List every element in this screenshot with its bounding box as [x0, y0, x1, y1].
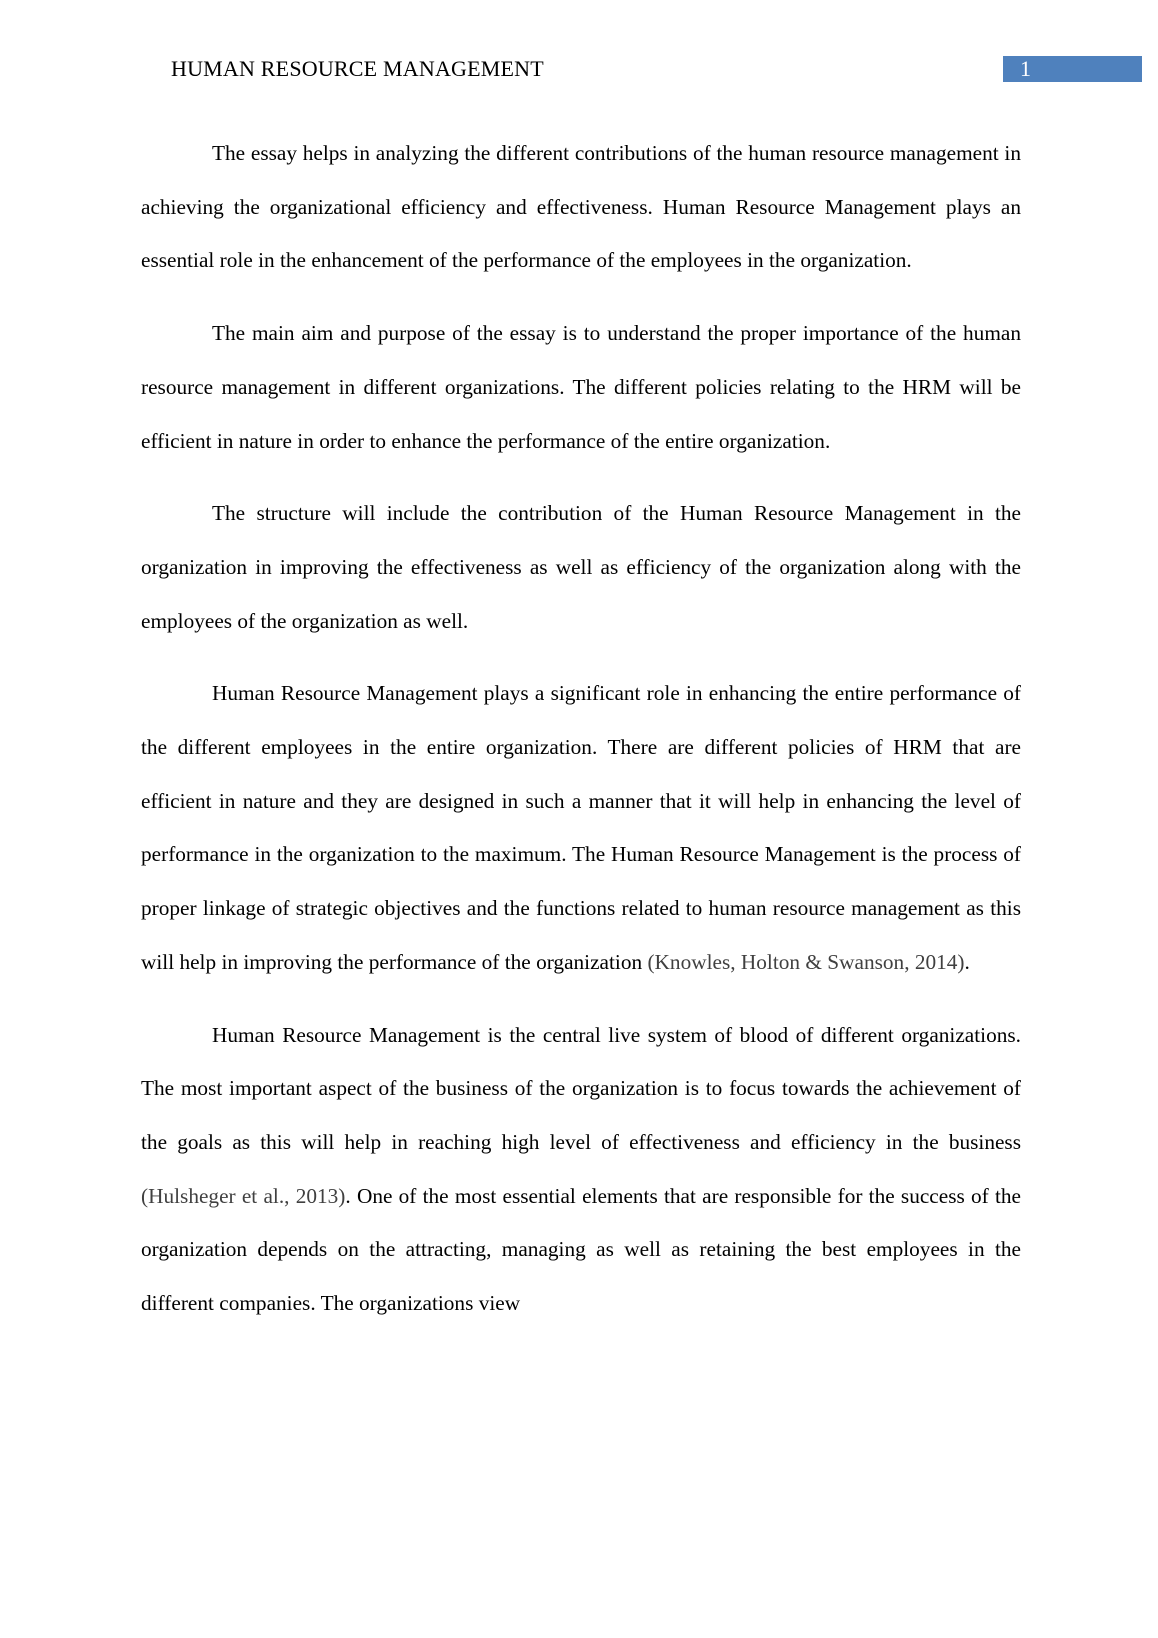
paragraph-text-end: . [964, 949, 970, 974]
paragraph-4 [141, 667, 1021, 989]
paragraph-2 [141, 307, 1021, 468]
paragraph-text: Human Resource Management plays a significant role in enhancing the entire performance of the different employees in the entire organization. There are different policies of HRM that are efficient in nature and they are designed in such a manner that it will help in enhancing the level of performance in the organization to the maximum. The Human Resource Management is the process of proper linkage of strategic objectives and the functions related to human resource management as this will help in improving the performance of the organization [141, 681, 1021, 974]
running-header: HUMAN RESOURCE MANAGEMENT [171, 56, 544, 81]
document-body [141, 127, 1021, 1350]
citation: (Knowles, Holton & Swanson, 2014) [647, 949, 965, 974]
citation: (Hulsheger et al., 2013) [141, 1183, 346, 1208]
paragraph-text: The essay helps in analyzing the different contributions of the human resource management in achieving the organizational efficiency and effectiveness. Human Resource Management plays an essential role in the enhancement of the performance of the employees in the organization. [141, 141, 1021, 273]
paragraph-3 [141, 487, 1021, 648]
paragraph-5 [141, 1009, 1021, 1331]
page-number: 1 [1003, 56, 1142, 82]
paragraph-text-end: . One of the most essential elements that are responsible for the success of the organization depends on the attracting, managing as well as retaining the best employees in the different companies. The organizations view [141, 1183, 1021, 1316]
paragraph-1 [141, 127, 1021, 288]
paragraph-text: The structure will include the contribution of the Human Resource Management in the organization in improving the effectiveness as well as efficiency of the organization along with the employees of the organization as well. [141, 501, 1021, 633]
paragraph-text: Human Resource Management is the central live system of blood of different organizations. The most important aspect of the business of the organization is to focus towards the achievement of the goals as this will help in reaching high level of effectiveness and efficiency in the business [141, 1022, 1021, 1154]
paragraph-text: The main aim and purpose of the essay is to understand the proper importance of the human resource management in different organizations. The different policies relating to the HRM will be efficient in nature in order to enhance the performance of the entire organization. [141, 321, 1021, 453]
